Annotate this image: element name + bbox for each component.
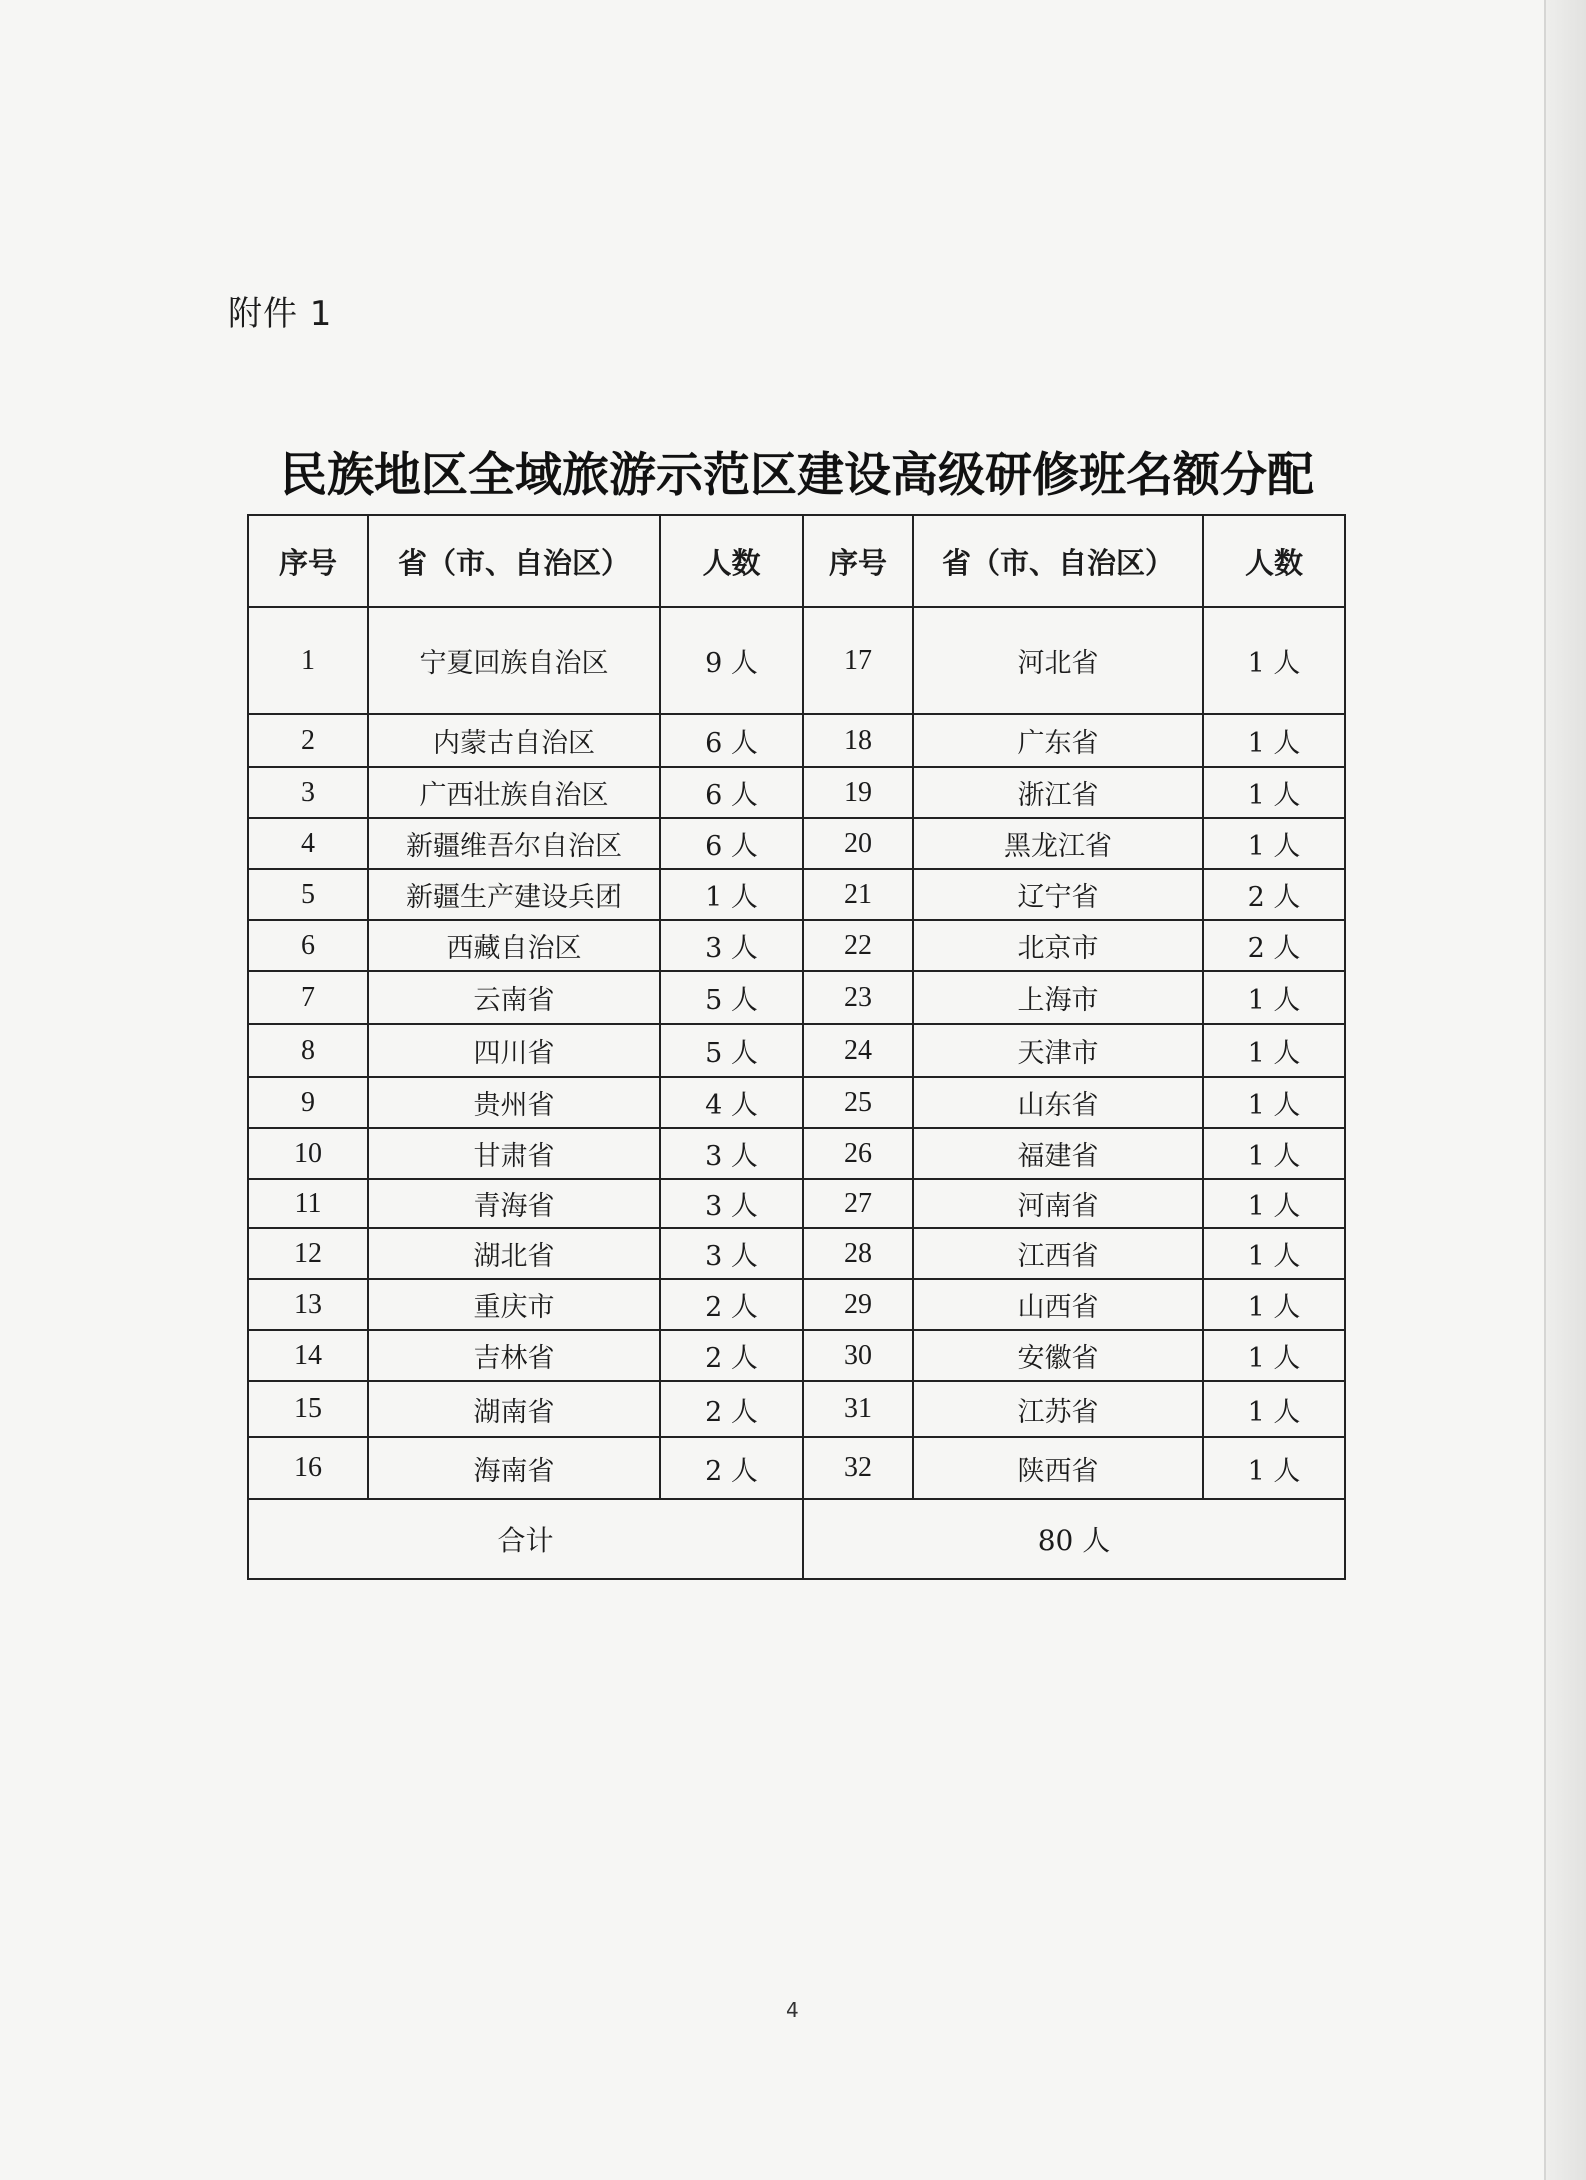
province-cell-left: 海南省 — [368, 1437, 660, 1499]
serial-cell-right: 28 — [803, 1228, 913, 1279]
serial-cell-left: 12 — [248, 1228, 368, 1279]
table-row — [248, 1024, 1345, 1077]
serial-cell-right: 21 — [803, 869, 913, 920]
count-cell-left: 3 人 — [660, 1179, 803, 1228]
count-cell-left: 6 人 — [660, 714, 803, 767]
count-cell-left: 9 人 — [660, 607, 803, 714]
province-cell-right: 陕西省 — [913, 1437, 1203, 1499]
province-cell-right: 浙江省 — [913, 767, 1203, 818]
count-cell-left: 3 人 — [660, 1128, 803, 1179]
table-row — [248, 920, 1345, 971]
province-cell-left: 内蒙古自治区 — [368, 714, 660, 767]
table-row — [248, 1437, 1345, 1499]
table-row — [248, 1077, 1345, 1128]
serial-cell-left: 2 — [248, 714, 368, 767]
province-cell-left: 青海省 — [368, 1179, 660, 1228]
table-row — [248, 607, 1345, 714]
serial-cell-left: 13 — [248, 1279, 368, 1330]
serial-cell-right: 23 — [803, 971, 913, 1024]
province-cell-left: 西藏自治区 — [368, 920, 660, 971]
header-count-right: 人数 — [1203, 515, 1345, 607]
count-cell-right: 1 人 — [1203, 1077, 1345, 1128]
count-cell-right: 1 人 — [1203, 971, 1345, 1024]
header-serial-right: 序号 — [803, 515, 913, 607]
header-province-left: 省（市、自治区） — [368, 515, 660, 607]
count-cell-right: 1 人 — [1203, 1024, 1345, 1077]
province-cell-right: 北京市 — [913, 920, 1203, 971]
serial-cell-right: 17 — [803, 607, 913, 714]
table-row — [248, 818, 1345, 869]
count-cell-right: 1 人 — [1203, 1128, 1345, 1179]
count-cell-right: 1 人 — [1203, 1330, 1345, 1381]
count-cell-left: 4 人 — [660, 1077, 803, 1128]
count-cell-left: 6 人 — [660, 818, 803, 869]
serial-cell-right: 32 — [803, 1437, 913, 1499]
serial-cell-right: 27 — [803, 1179, 913, 1228]
serial-cell-right: 18 — [803, 714, 913, 767]
scan-page-edge — [1544, 0, 1586, 2180]
serial-cell-right: 19 — [803, 767, 913, 818]
count-cell-left: 5 人 — [660, 971, 803, 1024]
header-province-right: 省（市、自治区） — [913, 515, 1203, 607]
table-row — [248, 1228, 1345, 1279]
table-row — [248, 1279, 1345, 1330]
count-cell-left: 2 人 — [660, 1381, 803, 1437]
quota-allocation-table — [247, 514, 1346, 1580]
province-cell-left: 新疆生产建设兵团 — [368, 869, 660, 920]
count-cell-left: 2 人 — [660, 1437, 803, 1499]
serial-cell-left: 3 — [248, 767, 368, 818]
table-row — [248, 1179, 1345, 1228]
total-value: 80 人 — [803, 1499, 1345, 1579]
table-row — [248, 971, 1345, 1024]
page-number: 4 — [786, 1998, 799, 2022]
serial-cell-right: 29 — [803, 1279, 913, 1330]
table-row — [248, 767, 1345, 818]
province-cell-right: 山西省 — [913, 1279, 1203, 1330]
serial-cell-left: 5 — [248, 869, 368, 920]
serial-cell-left: 10 — [248, 1128, 368, 1179]
province-cell-right: 天津市 — [913, 1024, 1203, 1077]
serial-cell-left: 16 — [248, 1437, 368, 1499]
province-cell-right: 辽宁省 — [913, 869, 1203, 920]
serial-cell-left: 15 — [248, 1381, 368, 1437]
total-row — [248, 1499, 1345, 1579]
count-cell-right: 1 人 — [1203, 714, 1345, 767]
count-cell-left: 2 人 — [660, 1330, 803, 1381]
serial-cell-left: 7 — [248, 971, 368, 1024]
count-cell-right: 1 人 — [1203, 1179, 1345, 1228]
serial-cell-right: 30 — [803, 1330, 913, 1381]
serial-cell-left: 14 — [248, 1330, 368, 1381]
province-cell-right: 上海市 — [913, 971, 1203, 1024]
province-cell-right: 广东省 — [913, 714, 1203, 767]
attachment-label: 附件 1 — [228, 294, 333, 334]
document-title: 民族地区全域旅游示范区建设高级研修班名额分配 — [280, 448, 1314, 503]
province-cell-right: 河南省 — [913, 1179, 1203, 1228]
count-cell-right: 1 人 — [1203, 767, 1345, 818]
header-count-left: 人数 — [660, 515, 803, 607]
province-cell-right: 江西省 — [913, 1228, 1203, 1279]
province-cell-right: 安徽省 — [913, 1330, 1203, 1381]
serial-cell-left: 11 — [248, 1179, 368, 1228]
count-cell-right: 1 人 — [1203, 607, 1345, 714]
province-cell-left: 甘肃省 — [368, 1128, 660, 1179]
count-cell-right: 2 人 — [1203, 920, 1345, 971]
count-cell-right: 1 人 — [1203, 1437, 1345, 1499]
province-cell-left: 宁夏回族自治区 — [368, 607, 660, 714]
province-cell-left: 重庆市 — [368, 1279, 660, 1330]
count-cell-right: 2 人 — [1203, 869, 1345, 920]
table-row — [248, 1381, 1345, 1437]
serial-cell-right: 22 — [803, 920, 913, 971]
count-cell-left: 2 人 — [660, 1279, 803, 1330]
table-row — [248, 1330, 1345, 1381]
serial-cell-right: 20 — [803, 818, 913, 869]
serial-cell-right: 25 — [803, 1077, 913, 1128]
count-cell-right: 1 人 — [1203, 1381, 1345, 1437]
serial-cell-right: 24 — [803, 1024, 913, 1077]
count-cell-left: 5 人 — [660, 1024, 803, 1077]
province-cell-right: 江苏省 — [913, 1381, 1203, 1437]
table-body — [248, 607, 1345, 1579]
province-cell-left: 湖南省 — [368, 1381, 660, 1437]
count-cell-left: 3 人 — [660, 920, 803, 971]
serial-cell-right: 26 — [803, 1128, 913, 1179]
province-cell-left: 吉林省 — [368, 1330, 660, 1381]
table-row — [248, 869, 1345, 920]
serial-cell-left: 4 — [248, 818, 368, 869]
table-row — [248, 714, 1345, 767]
count-cell-left: 6 人 — [660, 767, 803, 818]
count-cell-left: 1 人 — [660, 869, 803, 920]
serial-cell-left: 8 — [248, 1024, 368, 1077]
province-cell-right: 山东省 — [913, 1077, 1203, 1128]
province-cell-right: 黑龙江省 — [913, 818, 1203, 869]
count-cell-right: 1 人 — [1203, 1279, 1345, 1330]
serial-cell-left: 6 — [248, 920, 368, 971]
serial-cell-right: 31 — [803, 1381, 913, 1437]
province-cell-left: 四川省 — [368, 1024, 660, 1077]
serial-cell-left: 9 — [248, 1077, 368, 1128]
count-cell-right: 1 人 — [1203, 818, 1345, 869]
total-label: 合计 — [248, 1499, 803, 1579]
header-serial-left: 序号 — [248, 515, 368, 607]
province-cell-left: 湖北省 — [368, 1228, 660, 1279]
province-cell-right: 河北省 — [913, 607, 1203, 714]
count-cell-right: 1 人 — [1203, 1228, 1345, 1279]
province-cell-left: 新疆维吾尔自治区 — [368, 818, 660, 869]
serial-cell-left: 1 — [248, 607, 368, 714]
table-row — [248, 1128, 1345, 1179]
province-cell-left: 云南省 — [368, 971, 660, 1024]
table-header-row — [248, 515, 1345, 607]
count-cell-left: 3 人 — [660, 1228, 803, 1279]
province-cell-left: 贵州省 — [368, 1077, 660, 1128]
province-cell-left: 广西壮族自治区 — [368, 767, 660, 818]
province-cell-right: 福建省 — [913, 1128, 1203, 1179]
